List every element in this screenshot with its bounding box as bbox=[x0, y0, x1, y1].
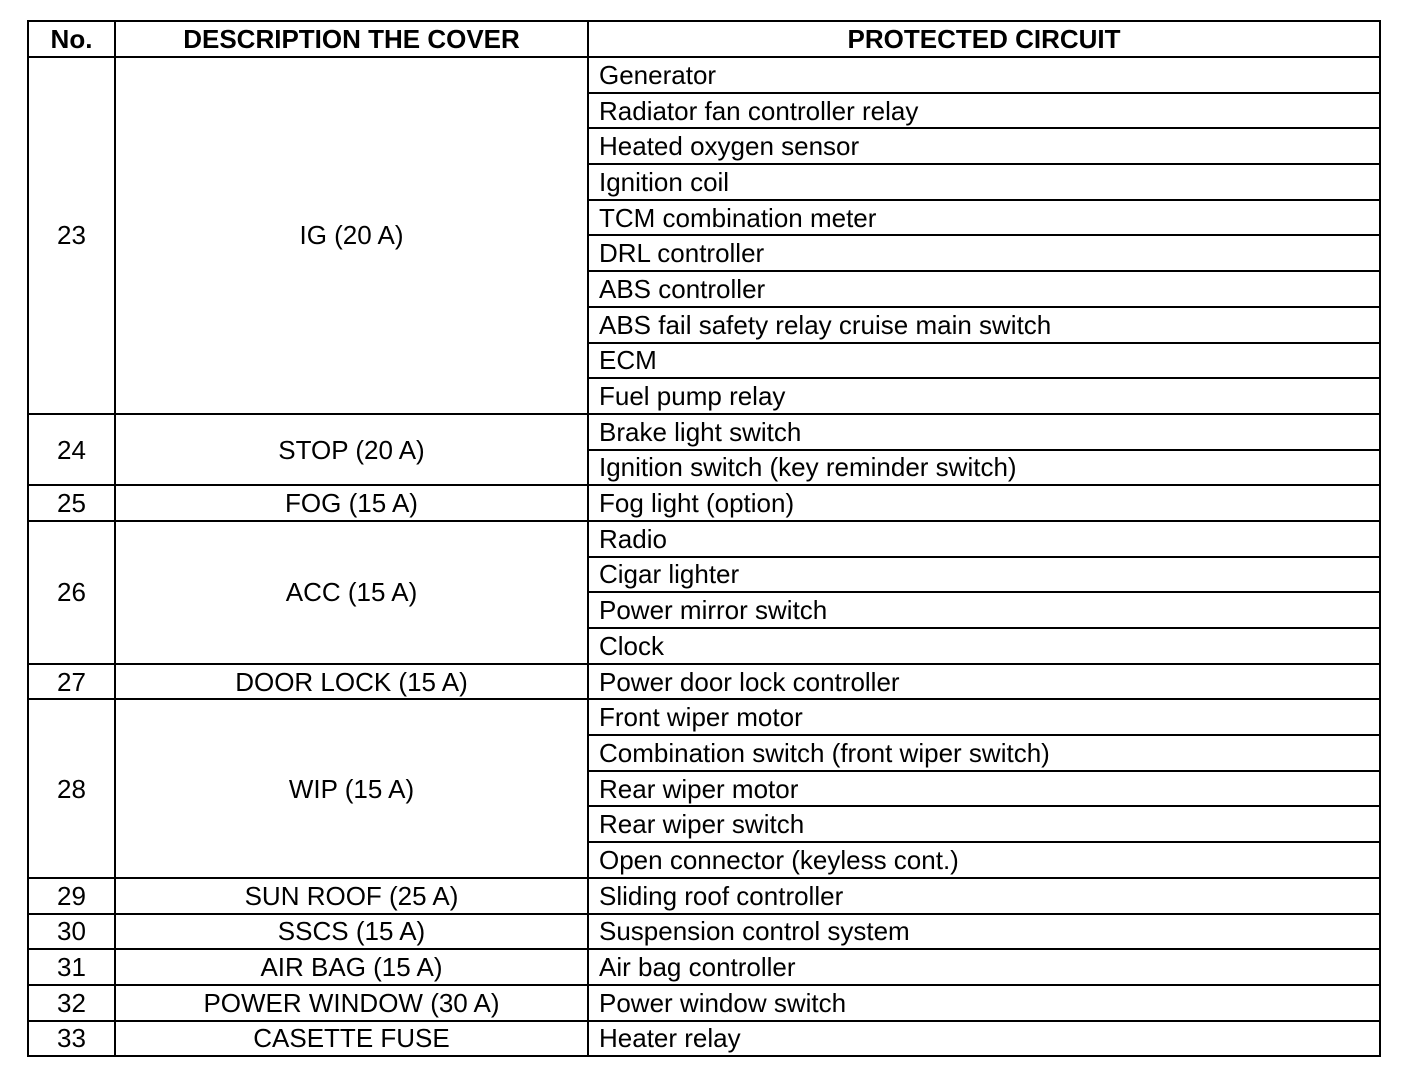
fuse-number: 31 bbox=[28, 949, 115, 985]
header-description: DESCRIPTION THE COVER bbox=[115, 21, 588, 57]
table-row bbox=[28, 664, 1380, 700]
protected-circuit: Suspension control system bbox=[588, 914, 1380, 950]
table-row bbox=[28, 878, 1380, 914]
protected-circuit: Power mirror switch bbox=[588, 592, 1380, 628]
fuse-number: 26 bbox=[28, 521, 115, 664]
fuse-table bbox=[27, 20, 1381, 1057]
fuse-table-body bbox=[28, 57, 1380, 1056]
fuse-number: 24 bbox=[28, 414, 115, 485]
fuse-description: POWER WINDOW (30 A) bbox=[115, 985, 588, 1021]
protected-circuit: Front wiper motor bbox=[588, 699, 1380, 735]
header-no: No. bbox=[28, 21, 115, 57]
table-row bbox=[28, 699, 1380, 735]
fuse-number: 29 bbox=[28, 878, 115, 914]
protected-circuit: Rear wiper switch bbox=[588, 806, 1380, 842]
protected-circuit: Ignition coil bbox=[588, 164, 1380, 200]
protected-circuit: Heater relay bbox=[588, 1021, 1380, 1057]
fuse-number: 33 bbox=[28, 1021, 115, 1057]
table-row bbox=[28, 949, 1380, 985]
fuse-number: 23 bbox=[28, 57, 115, 414]
protected-circuit: ABS controller bbox=[588, 271, 1380, 307]
table-row bbox=[28, 1021, 1380, 1057]
fuse-description: FOG (15 A) bbox=[115, 485, 588, 521]
protected-circuit: Radio bbox=[588, 521, 1380, 557]
protected-circuit: Cigar lighter bbox=[588, 557, 1380, 593]
fuse-description: WIP (15 A) bbox=[115, 699, 588, 877]
fuse-number: 27 bbox=[28, 664, 115, 700]
fuse-description: SSCS (15 A) bbox=[115, 914, 588, 950]
protected-circuit: Fog light (option) bbox=[588, 485, 1380, 521]
fuse-description: SUN ROOF (25 A) bbox=[115, 878, 588, 914]
protected-circuit: Air bag controller bbox=[588, 949, 1380, 985]
fuse-number: 25 bbox=[28, 485, 115, 521]
table-row bbox=[28, 985, 1380, 1021]
header-row bbox=[28, 21, 1380, 57]
protected-circuit: DRL controller bbox=[588, 235, 1380, 271]
protected-circuit: Clock bbox=[588, 628, 1380, 664]
fuse-number: 32 bbox=[28, 985, 115, 1021]
protected-circuit: Generator bbox=[588, 57, 1380, 93]
protected-circuit: Brake light switch bbox=[588, 414, 1380, 450]
table-row bbox=[28, 485, 1380, 521]
fuse-description: STOP (20 A) bbox=[115, 414, 588, 485]
protected-circuit: Heated oxygen sensor bbox=[588, 128, 1380, 164]
protected-circuit: Radiator fan controller relay bbox=[588, 93, 1380, 129]
protected-circuit: ECM bbox=[588, 343, 1380, 379]
fuse-description: AIR BAG (15 A) bbox=[115, 949, 588, 985]
protected-circuit: Rear wiper motor bbox=[588, 771, 1380, 807]
protected-circuit: Open connector (keyless cont.) bbox=[588, 842, 1380, 878]
fuse-description: IG (20 A) bbox=[115, 57, 588, 414]
protected-circuit: Fuel pump relay bbox=[588, 378, 1380, 414]
protected-circuit: Ignition switch (key reminder switch) bbox=[588, 450, 1380, 486]
fuse-description: ACC (15 A) bbox=[115, 521, 588, 664]
fuse-number: 30 bbox=[28, 914, 115, 950]
protected-circuit: ABS fail safety relay cruise main switch bbox=[588, 307, 1380, 343]
header-protected-circuit: PROTECTED CIRCUIT bbox=[588, 21, 1380, 57]
table-row bbox=[28, 521, 1380, 557]
protected-circuit: Sliding roof controller bbox=[588, 878, 1380, 914]
table-row bbox=[28, 414, 1380, 450]
fuse-description: DOOR LOCK (15 A) bbox=[115, 664, 588, 700]
table-row bbox=[28, 57, 1380, 93]
protected-circuit: TCM combination meter bbox=[588, 200, 1380, 236]
fuse-number: 28 bbox=[28, 699, 115, 877]
table-row bbox=[28, 914, 1380, 950]
protected-circuit: Power door lock controller bbox=[588, 664, 1380, 700]
fuse-description: CASETTE FUSE bbox=[115, 1021, 588, 1057]
protected-circuit: Power window switch bbox=[588, 985, 1380, 1021]
protected-circuit: Combination switch (front wiper switch) bbox=[588, 735, 1380, 771]
